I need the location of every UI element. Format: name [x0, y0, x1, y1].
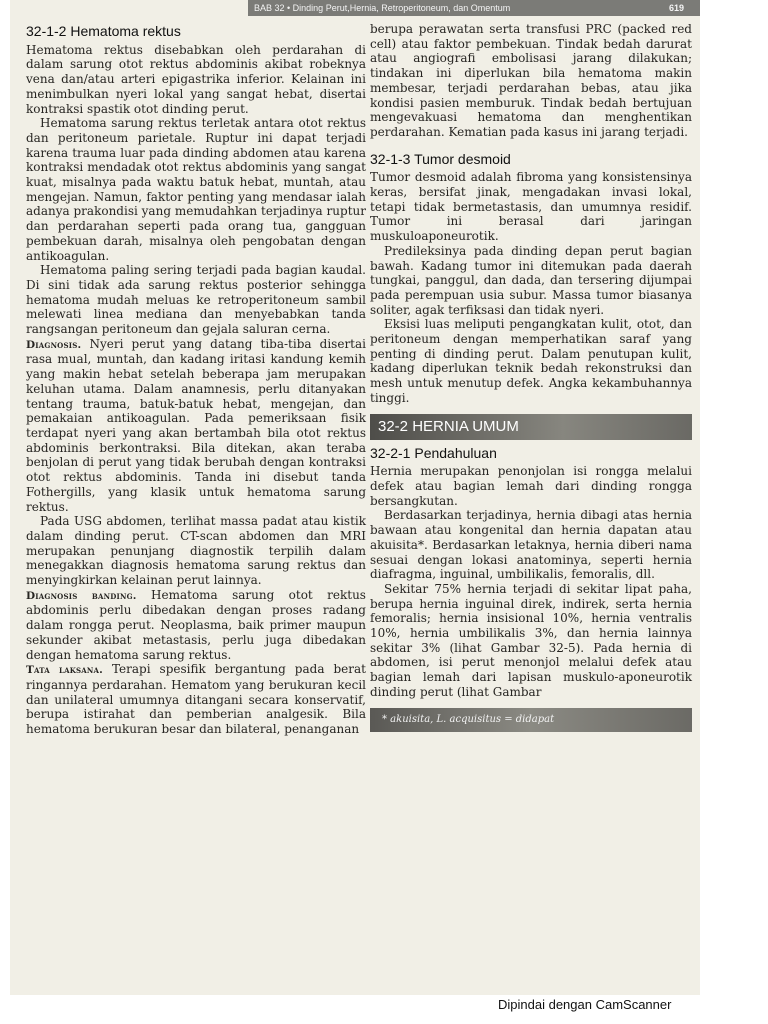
- section-heading-intro: 32-2-1 Pendahuluan: [370, 444, 497, 461]
- paragraph: Hernia merupakan penonjolan isi rongga melalui defek atau bagian lemah dari dinding rongga bersangkutan.: [370, 464, 692, 508]
- page-number: 619: [668, 3, 684, 13]
- paragraph: Sekitar 75% hernia terjadi di sekitar lipat paha, berupa hernia inguinal direk, indirek, serta hernia femoralis; hernia insisional 10%, hernia ventralis 10%, hernia umbilikalis 3%, dan hernia lainnya sekitar 3% (lihat Gambar 32-5). Pada hernia di abdomen, isi perut menonjol melalui defek atau bagian lemah dari lapisan muskulo-aponeurotik dinding perut (lihat Gambar: [370, 581, 692, 699]
- differential-text: Hematoma sarung otot rektus abdominis perlu dibedakan dengan proses radang dalam rongga perut. Neoplasma, baik primer maupun sekunder akibat metastasis, perlu juga dibedakan dengan hematoma sarung rektus.: [26, 587, 366, 662]
- paragraph: Eksisi luas meliputi pengangkatan kulit, otot, dan peritoneum dengan memperhatikan saraf yang penting di dinding perut. Dalam penutupan kulit, kadang diperlukan teknik bedah rekonstruksi dan mesh untuk menutup defek. Angka kekambuhannya tinggi.: [370, 317, 692, 405]
- diagnosis-text: Nyeri perut yang datang tiba-tiba disertai rasa mual, muntah, dan kadang iritasi kandung kemih yang makin hebat setelah beberapa jam merupakan keluhan utama. Dalam anamnesis, perlu ditanyakan tentang trauma, batuk-batuk hebat, mengejan, dan pemakaian antikoagulan. Pada pemeriksaan fisik terdapat nyeri yang akan bertambah bila otot rektus abdominis berkontraksi. Bila ditekan, akan teraba benjolan di perut yang tidak berubah dengan kontraksi otot rektus abdominis. Tanda ini disebut tanda Fothergills, yang klasik untuk hematoma sarung rektus.: [26, 336, 366, 514]
- diagnosis-label: Diagnosis.: [26, 338, 82, 351]
- paragraph: Predileksinya pada dinding depan perut bagian bawah. Kadang tumor ini ditemukan pada daerah tungkai, panggul, dan dada, dan tersering dijumpai pada perempuan usia subur. Massa tumor biasanya soliter, agak terfiksasi dan tidak nyeri.: [370, 243, 692, 317]
- right-column: [370, 22, 692, 732]
- header-chapter-title: BAB 32 • Dinding Perut,Hernia, Retroperitoneum, dan Omentum: [254, 3, 511, 13]
- treatment-paragraph: [26, 662, 366, 737]
- differential-paragraph: [26, 588, 366, 663]
- paragraph: Berdasarkan terjadinya, hernia dibagi atas hernia bawaan atau kongenital dan hernia dapatan atau akuisita*. Berdasarkan letaknya, hernia diberi nama sesuai dengan lokasi anatominya, seperti hernia diafragma, inguinal, umbilikalis, femoralis, dll.: [370, 508, 692, 582]
- treatment-text: Terapi spesifik bergantung pada berat ringannya perdarahan. Hematom yang berukuran kecil dan unilateral umumnya ditangani secara konservatif, berupa istirahat dan pemberian analgesik. Bila hematoma berukuran besar dan bilateral, penanganan: [26, 662, 366, 737]
- section-heading-hematoma: 32-1-2 Hematoma rektus: [26, 23, 181, 39]
- left-column: [26, 22, 366, 737]
- scanner-watermark: Dipindai dengan CamScanner: [498, 997, 672, 1012]
- paragraph: Tumor desmoid adalah fibroma yang konsistensinya keras, bersifat jinak, mengadakan invasi lokal, tetapi tidak bermetastasis, dan umumnya residif. Tumor ini berasal dari jaringan muskuloaponeurotik.: [370, 170, 692, 244]
- paragraph: Hematoma rektus disebabkan oleh perdarahan di dalam sarung otot rektus abdominis akibat robeknya vena dan/atau arteri epigastrika inferior. Kelainan ini menimbulkan nyeri lokal yang sangat hebat, disertai kontraksi spastik otot dinding perut.: [26, 42, 366, 116]
- diagnosis-paragraph: [26, 337, 366, 514]
- book-page: [10, 0, 700, 995]
- footnote-box: * akuisita, L. acquisitus = didapat: [370, 708, 692, 732]
- paragraph: Pada USG abdomen, terlihat massa padat atau kistik dalam dinding perut. CT-scan abdomen dan MRI merupakan penunjang diagnostik terpilih dalam menegakkan diagnosis hematoma sarung rektus dan menyingkirkan kelainan perut lainnya.: [26, 514, 366, 588]
- treatment-label: Tata laksana.: [26, 664, 103, 677]
- paragraph: Hematoma sarung rektus terletak antara otot rektus dan peritoneum parietale. Ruptur ini dapat terjadi karena trauma luar pada dinding abdomen atau karena kontraksi mendadak otot rektus abdominis yang sangat kuat, misalnya pada waktu batuk hebat, muntah, atau mengejan. Namun, faktor penting yang mendasar ialah adanya prakondisi yang memudahkan terjadinya ruptur dan perdarahan seperti pada orang tua, gangguan pembekuan darah, misalnya oleh pengobatan dengan antikoagulan.: [26, 116, 366, 263]
- section-banner-hernia: 32-2 HERNIA UMUM: [370, 414, 692, 440]
- differential-label: Diagnosis banding.: [26, 589, 137, 602]
- paragraph: Hematoma paling sering terjadi pada bagian kaudal. Di sini tidak ada sarung rektus posterior sehingga hematoma mudah meluas ke retroperitoneum sambil melewati linea mediana dan menyebabkan tanda rangsangan peritoneum dan gejala saluran cerna.: [26, 263, 366, 337]
- running-header: [248, 0, 700, 16]
- paragraph: berupa perawatan serta transfusi PRC (packed red cell) atau faktor pembekuan. Tindak bedah darurat atau angiografi embolisasi jarang dilakukan; tindakan ini diperlukan bila hematoma makin membesar, terjadi perdarahan bebas, atau jika kondisi pasien memburuk. Tindak bedah bertujuan mengevakuasi hematoma dan menghentikan perdarahan. Kematian pada kasus ini jarang terjadi.: [370, 22, 692, 139]
- section-heading-desmoid: 32-1-3 Tumor desmoid: [370, 150, 511, 167]
